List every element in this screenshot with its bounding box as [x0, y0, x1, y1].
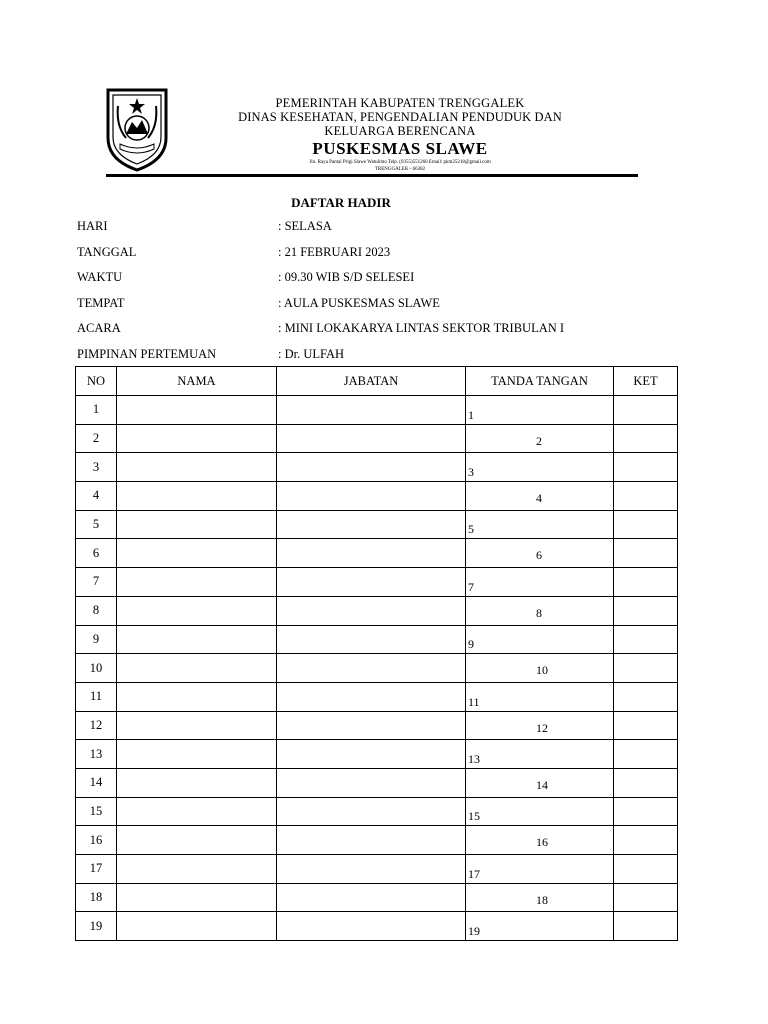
- table-row: [76, 912, 678, 941]
- regency-crest-icon: [104, 86, 170, 172]
- cell-nama[interactable]: [117, 768, 277, 797]
- cell-ket[interactable]: [614, 826, 678, 855]
- table-header-row: [76, 367, 678, 396]
- cell-no: 3: [76, 453, 117, 482]
- cell-ket[interactable]: [614, 682, 678, 711]
- signature-number: 7: [468, 579, 474, 594]
- table-row: [76, 883, 678, 912]
- cell-ket[interactable]: [614, 568, 678, 597]
- cell-nama[interactable]: [117, 625, 277, 654]
- column-header-no: NO: [76, 367, 117, 396]
- cell-ket[interactable]: [614, 711, 678, 740]
- signature-number: 9: [468, 637, 474, 652]
- info-key: TEMPAT: [77, 295, 125, 310]
- table-row: [76, 826, 678, 855]
- cell-no: 5: [76, 510, 117, 539]
- cell-nama[interactable]: [117, 883, 277, 912]
- cell-jabatan[interactable]: [277, 424, 466, 453]
- cell-nama[interactable]: [117, 682, 277, 711]
- cell-no: 6: [76, 539, 117, 568]
- cell-jabatan[interactable]: [277, 568, 466, 597]
- signature-number: 11: [468, 694, 480, 709]
- cell-tanda-tangan[interactable]: [466, 625, 614, 654]
- cell-no: 4: [76, 482, 117, 511]
- letterhead-institution: PUSKESMAS SLAWE: [312, 139, 488, 158]
- cell-no: 13: [76, 740, 117, 769]
- cell-nama[interactable]: [117, 912, 277, 941]
- cell-tanda-tangan[interactable]: [466, 596, 614, 625]
- letterhead-city: TRENGGALEK - 66382: [374, 167, 426, 172]
- cell-jabatan[interactable]: [277, 510, 466, 539]
- cell-nama[interactable]: [117, 568, 277, 597]
- signature-number: 18: [536, 892, 548, 907]
- cell-no: 19: [76, 912, 117, 941]
- column-header-ket: KET: [614, 367, 678, 396]
- signature-number: 15: [468, 809, 480, 824]
- cell-nama[interactable]: [117, 510, 277, 539]
- cell-no: 18: [76, 883, 117, 912]
- table-row: [76, 654, 678, 683]
- cell-no: 14: [76, 768, 117, 797]
- cell-tanda-tangan[interactable]: [466, 568, 614, 597]
- cell-nama[interactable]: [117, 453, 277, 482]
- info-value: : 21 FEBRUARI 2023: [278, 244, 391, 259]
- cell-tanda-tangan[interactable]: [466, 424, 614, 453]
- table-row: [76, 568, 678, 597]
- cell-ket[interactable]: [614, 768, 678, 797]
- signature-number: 14: [536, 777, 548, 792]
- signature-number: 4: [536, 491, 542, 506]
- cell-no: 9: [76, 625, 117, 654]
- table-row: [76, 424, 678, 453]
- signature-number: 8: [536, 605, 542, 620]
- cell-tanda-tangan[interactable]: [466, 740, 614, 769]
- cell-nama[interactable]: [117, 539, 277, 568]
- signature-number: 3: [468, 465, 474, 480]
- signature-number: 16: [536, 835, 548, 850]
- cell-ket[interactable]: [614, 396, 678, 425]
- cell-tanda-tangan[interactable]: [466, 396, 614, 425]
- table-row: [76, 682, 678, 711]
- cell-tanda-tangan[interactable]: [466, 912, 614, 941]
- cell-ket[interactable]: [614, 883, 678, 912]
- cell-ket[interactable]: [614, 654, 678, 683]
- table-row: [76, 797, 678, 826]
- cell-tanda-tangan[interactable]: [466, 539, 614, 568]
- info-value: : Dr. ULFAH: [278, 346, 345, 361]
- document-title: DAFTAR HADIR: [291, 195, 391, 210]
- cell-ket[interactable]: [614, 539, 678, 568]
- cell-no: 12: [76, 711, 117, 740]
- cell-jabatan[interactable]: [277, 797, 466, 826]
- signature-number: 13: [468, 751, 480, 766]
- letterhead-line-1: PEMERINTAH KABUPATEN TRENGGALEK: [275, 96, 525, 110]
- info-value: : MINI LOKAKARYA LINTAS SEKTOR TRIBULAN I: [278, 321, 565, 335]
- cell-tanda-tangan[interactable]: [466, 510, 614, 539]
- cell-no: 8: [76, 596, 117, 625]
- cell-nama[interactable]: [117, 424, 277, 453]
- cell-jabatan[interactable]: [277, 826, 466, 855]
- signature-number: 12: [536, 720, 548, 735]
- table-body: [76, 396, 678, 941]
- cell-no: 10: [76, 654, 117, 683]
- letterhead-line-2: DINAS KESEHATAN, PENGENDALIAN PENDUDUK DAN: [238, 110, 562, 124]
- column-header-nama: NAMA: [117, 367, 277, 396]
- info-key: TANGGAL: [77, 244, 137, 259]
- signature-number: 17: [468, 866, 480, 881]
- table-row: [76, 711, 678, 740]
- letterhead-line-3: KELUARGA BERENCANA: [324, 124, 476, 138]
- column-header-jabatan: JABATAN: [277, 367, 466, 396]
- letterhead-divider: [106, 174, 638, 177]
- table-row: [76, 482, 678, 511]
- cell-jabatan[interactable]: [277, 625, 466, 654]
- letterhead: [214, 96, 586, 173]
- info-value: : SELASA: [278, 219, 332, 233]
- table-row: [76, 768, 678, 797]
- cell-nama[interactable]: [117, 654, 277, 683]
- cell-ket[interactable]: [614, 453, 678, 482]
- cell-no: 17: [76, 855, 117, 884]
- table-row: [76, 740, 678, 769]
- cell-tanda-tangan[interactable]: [466, 711, 614, 740]
- cell-tanda-tangan[interactable]: [466, 482, 614, 511]
- cell-tanda-tangan[interactable]: [466, 826, 614, 855]
- cell-ket[interactable]: [614, 797, 678, 826]
- column-header-tanda-tangan: TANDA TANGAN: [466, 367, 614, 396]
- cell-tanda-tangan[interactable]: [466, 682, 614, 711]
- cell-nama[interactable]: [117, 396, 277, 425]
- signature-number: 2: [536, 433, 542, 448]
- attendance-table: [75, 366, 678, 941]
- cell-jabatan[interactable]: [277, 912, 466, 941]
- cell-ket[interactable]: [614, 625, 678, 654]
- cell-jabatan[interactable]: [277, 682, 466, 711]
- cell-tanda-tangan[interactable]: [466, 855, 614, 884]
- signature-number: 19: [468, 924, 480, 939]
- cell-jabatan[interactable]: [277, 396, 466, 425]
- signature-number: 6: [536, 548, 542, 563]
- cell-ket[interactable]: [614, 510, 678, 539]
- table-row: [76, 625, 678, 654]
- info-key: HARI: [77, 219, 108, 233]
- cell-jabatan[interactable]: [277, 768, 466, 797]
- cell-nama[interactable]: [117, 740, 277, 769]
- cell-ket[interactable]: [614, 740, 678, 769]
- cell-no: 11: [76, 682, 117, 711]
- signature-number: 10: [536, 663, 548, 678]
- info-key: WAKTU: [77, 270, 123, 284]
- cell-nama[interactable]: [117, 596, 277, 625]
- cell-jabatan[interactable]: [277, 883, 466, 912]
- cell-tanda-tangan[interactable]: [466, 797, 614, 826]
- cell-jabatan[interactable]: [277, 740, 466, 769]
- cell-jabatan[interactable]: [277, 539, 466, 568]
- cell-no: 15: [76, 797, 117, 826]
- cell-jabatan[interactable]: [277, 711, 466, 740]
- cell-jabatan[interactable]: [277, 596, 466, 625]
- cell-nama[interactable]: [117, 855, 277, 884]
- table-row: [76, 596, 678, 625]
- cell-jabatan[interactable]: [277, 482, 466, 511]
- cell-tanda-tangan[interactable]: [466, 453, 614, 482]
- cell-no: 7: [76, 568, 117, 597]
- table-row: [76, 453, 678, 482]
- letterhead-address: Jln. Raya Pantai Prigi Slawe Watulimo Telp. (0355)551260 Email: pkm25218@gmail.com: [309, 160, 491, 165]
- cell-nama[interactable]: [117, 482, 277, 511]
- cell-ket[interactable]: [614, 855, 678, 884]
- cell-ket[interactable]: [614, 482, 678, 511]
- cell-tanda-tangan[interactable]: [466, 654, 614, 683]
- signature-number: 5: [468, 522, 474, 537]
- info-value: : AULA PUSKESMAS SLAWE: [278, 295, 440, 310]
- cell-nama[interactable]: [117, 797, 277, 826]
- cell-tanda-tangan[interactable]: [466, 883, 614, 912]
- cell-ket[interactable]: [614, 424, 678, 453]
- cell-nama[interactable]: [117, 711, 277, 740]
- signature-number: 1: [468, 407, 474, 422]
- info-key: ACARA: [77, 321, 121, 335]
- table-row: [76, 510, 678, 539]
- cell-ket[interactable]: [614, 912, 678, 941]
- info-value: : 09.30 WIB S/D SELESEI: [278, 270, 415, 284]
- cell-nama[interactable]: [117, 826, 277, 855]
- cell-no: 1: [76, 396, 117, 425]
- table-row: [76, 396, 678, 425]
- cell-jabatan[interactable]: [277, 654, 466, 683]
- table-row: [76, 539, 678, 568]
- cell-no: 16: [76, 826, 117, 855]
- info-key: PIMPINAN PERTEMUAN: [77, 346, 217, 361]
- table-row: [76, 855, 678, 884]
- cell-ket[interactable]: [614, 596, 678, 625]
- cell-tanda-tangan[interactable]: [466, 768, 614, 797]
- cell-no: 2: [76, 424, 117, 453]
- cell-jabatan[interactable]: [277, 855, 466, 884]
- cell-jabatan[interactable]: [277, 453, 466, 482]
